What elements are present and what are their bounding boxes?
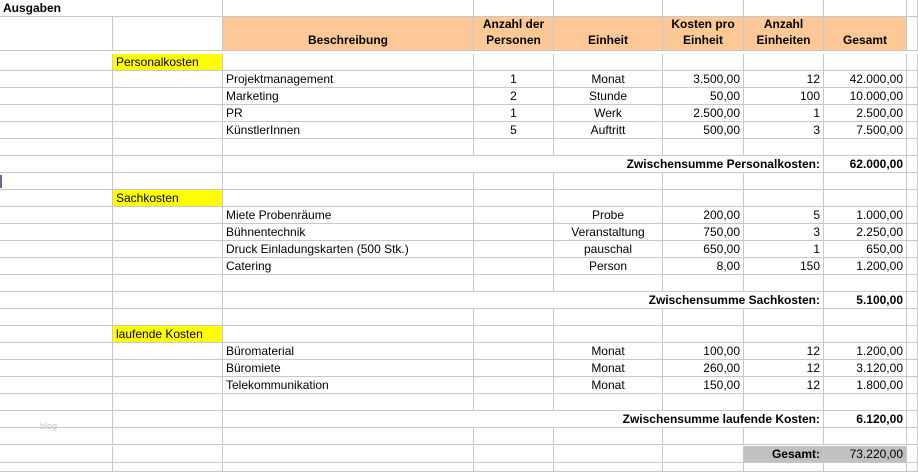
cell[interactable]	[824, 394, 907, 411]
subtotal-value[interactable]: 62.000,00	[824, 156, 907, 173]
cell-beschreibung[interactable]: Bühnentechnik	[223, 224, 474, 241]
cell[interactable]	[0, 241, 113, 258]
cell[interactable]	[554, 326, 663, 343]
cell[interactable]	[907, 71, 918, 88]
table-row	[0, 360, 918, 377]
cell-kosten-pro-einheit[interactable]: 3.500,00	[663, 71, 744, 88]
cell[interactable]	[113, 343, 223, 360]
cell[interactable]	[223, 309, 474, 326]
cell-anzahl-einheiten[interactable]: 1	[744, 105, 824, 122]
cell[interactable]	[474, 139, 554, 156]
cell[interactable]	[0, 360, 113, 377]
cell[interactable]	[554, 54, 663, 71]
cell[interactable]	[113, 428, 223, 445]
row-selection-marker	[0, 175, 2, 188]
cell[interactable]	[554, 139, 663, 156]
cell[interactable]	[113, 224, 223, 241]
cell-gesamt[interactable]: 1.200,00	[824, 343, 907, 360]
cell[interactable]	[0, 105, 113, 122]
cell[interactable]	[113, 292, 223, 309]
subtotal-label[interactable]: Zwischensumme laufende Kosten:	[223, 411, 824, 428]
empty-row	[0, 275, 918, 292]
subtotal-value[interactable]: 6.120,00	[824, 411, 907, 428]
cell-kosten-pro-einheit[interactable]: 750,00	[663, 224, 744, 241]
cell-gesamt[interactable]: 2.500,00	[824, 105, 907, 122]
cell[interactable]	[474, 394, 554, 411]
cell[interactable]	[113, 173, 223, 190]
cell[interactable]	[907, 275, 918, 292]
cell[interactable]	[223, 139, 474, 156]
cell[interactable]	[554, 190, 663, 207]
grand-total-label[interactable]: Gesamt:	[744, 446, 824, 463]
title-row	[0, 0, 918, 17]
cell[interactable]	[744, 309, 824, 326]
cell-beschreibung[interactable]: KünstlerInnen	[223, 122, 474, 139]
subtotal-row	[0, 156, 918, 173]
cell[interactable]	[474, 275, 554, 292]
cell[interactable]	[223, 326, 474, 343]
cell[interactable]	[824, 326, 907, 343]
cell-einheit[interactable]: Monat	[554, 343, 663, 360]
cell[interactable]	[744, 428, 824, 445]
cell[interactable]	[0, 394, 113, 411]
cell[interactable]	[907, 411, 918, 428]
table-row	[0, 207, 918, 224]
table-row	[0, 258, 918, 275]
cell[interactable]	[474, 446, 554, 463]
cell[interactable]	[744, 275, 824, 292]
cell[interactable]	[907, 122, 918, 139]
cell-gesamt[interactable]: 7.500,00	[824, 122, 907, 139]
cell[interactable]	[223, 0, 474, 17]
cell[interactable]	[744, 54, 824, 71]
cell[interactable]	[907, 0, 918, 17]
cell-anzahl-einheiten[interactable]: 1	[744, 241, 824, 258]
cell[interactable]	[663, 173, 744, 190]
cell[interactable]	[113, 463, 223, 472]
empty-row	[0, 428, 918, 445]
cell[interactable]	[907, 258, 918, 275]
cell[interactable]	[474, 173, 554, 190]
cell[interactable]	[824, 54, 907, 71]
cell[interactable]	[223, 394, 474, 411]
cell-anzahl-personen[interactable]: 5	[474, 122, 554, 139]
cell[interactable]	[113, 88, 223, 105]
table-row	[0, 343, 918, 360]
table-row	[0, 71, 918, 88]
cell[interactable]	[663, 275, 744, 292]
cell[interactable]	[113, 122, 223, 139]
cell[interactable]	[907, 343, 918, 360]
cell-kosten-pro-einheit[interactable]: 650,00	[663, 241, 744, 258]
header-einheit[interactable]: Einheit	[554, 17, 663, 51]
cell[interactable]	[474, 190, 554, 207]
cell-anzahl-einheiten[interactable]: 12	[744, 360, 824, 377]
table-row	[0, 122, 918, 139]
cell-kosten-pro-einheit[interactable]: 50,00	[663, 88, 744, 105]
cell-anzahl-personen[interactable]: 1	[474, 71, 554, 88]
cell-gesamt[interactable]: 1.000,00	[824, 207, 907, 224]
cell[interactable]	[0, 292, 113, 309]
cell[interactable]	[907, 224, 918, 241]
section-label-row	[0, 54, 918, 71]
grand-total-row	[0, 446, 918, 463]
cell[interactable]	[663, 446, 744, 463]
cell-beschreibung[interactable]: Catering	[223, 258, 474, 275]
cell-anzahl-personen[interactable]	[474, 377, 554, 394]
grand-total-value[interactable]: 73.220,00	[824, 446, 907, 463]
cell-anzahl-personen[interactable]	[474, 224, 554, 241]
cell[interactable]	[223, 275, 474, 292]
cell-kosten-pro-einheit[interactable]: 260,00	[663, 360, 744, 377]
cell-anzahl-einheiten[interactable]: 5	[744, 207, 824, 224]
cell[interactable]	[474, 326, 554, 343]
header-anzahl-einheiten[interactable]: Anzahl Einheiten	[744, 17, 824, 51]
cell-anzahl-einheiten[interactable]: 12	[744, 343, 824, 360]
cell[interactable]	[0, 122, 113, 139]
cell[interactable]	[663, 463, 744, 472]
cell[interactable]	[223, 54, 474, 71]
cell-beschreibung[interactable]: Druck Einladungskarten (500 Stk.)	[223, 241, 474, 258]
cell[interactable]	[554, 0, 663, 17]
cell-einheit[interactable]: Stunde	[554, 88, 663, 105]
header-row	[0, 17, 918, 51]
header-gesamt[interactable]: Gesamt	[824, 17, 907, 51]
cell[interactable]	[744, 173, 824, 190]
cell[interactable]	[663, 139, 744, 156]
cell-kosten-pro-einheit[interactable]: 150,00	[663, 377, 744, 394]
sheet-title[interactable]: Ausgaben	[0, 0, 223, 17]
cell-gesamt[interactable]: 1.800,00	[824, 377, 907, 394]
cell-kosten-pro-einheit[interactable]: 500,00	[663, 122, 744, 139]
cell[interactable]	[554, 463, 663, 472]
cell-anzahl-personen[interactable]	[474, 241, 554, 258]
cell[interactable]	[744, 463, 824, 472]
section-label-row	[0, 190, 918, 207]
cell[interactable]	[0, 190, 113, 207]
cell[interactable]	[113, 275, 223, 292]
cell[interactable]	[907, 446, 918, 463]
cell-kosten-pro-einheit[interactable]: 2.500,00	[663, 105, 744, 122]
cell[interactable]	[474, 0, 554, 17]
cell-einheit[interactable]: Monat	[554, 71, 663, 88]
cell[interactable]	[907, 360, 918, 377]
cell-beschreibung[interactable]: PR	[223, 105, 474, 122]
cell-anzahl-einheiten[interactable]: 3	[744, 224, 824, 241]
cell[interactable]	[907, 173, 918, 190]
cell-einheit[interactable]: Auftritt	[554, 122, 663, 139]
cell-gesamt[interactable]: 10.000,00	[824, 88, 907, 105]
cell[interactable]	[113, 241, 223, 258]
subtotal-row	[0, 411, 918, 428]
empty-row	[0, 394, 918, 411]
cell-gesamt[interactable]: 42.000,00	[824, 71, 907, 88]
subtotal-label[interactable]: Zwischensumme Sachkosten:	[223, 292, 824, 309]
cell-gesamt[interactable]: 3.120,00	[824, 360, 907, 377]
cell[interactable]	[907, 394, 918, 411]
cell-anzahl-einheiten[interactable]: 12	[744, 71, 824, 88]
cell-beschreibung[interactable]: Marketing	[223, 88, 474, 105]
cell-anzahl-personen[interactable]	[474, 207, 554, 224]
table-row	[0, 224, 918, 241]
section-label[interactable]: Sachkosten	[113, 190, 223, 207]
cell-beschreibung[interactable]: Büromiete	[223, 360, 474, 377]
cell[interactable]	[824, 0, 907, 17]
cell[interactable]	[554, 309, 663, 326]
cell-anzahl-einheiten[interactable]: 100	[744, 88, 824, 105]
cell[interactable]	[0, 88, 113, 105]
cell[interactable]	[824, 275, 907, 292]
cell[interactable]	[113, 360, 223, 377]
cell[interactable]	[0, 17, 113, 51]
cell[interactable]	[663, 190, 744, 207]
cell[interactable]	[0, 139, 113, 156]
cell[interactable]	[554, 446, 663, 463]
empty-row	[0, 173, 918, 190]
cell[interactable]	[907, 377, 918, 394]
cell[interactable]	[744, 0, 824, 17]
cell[interactable]	[907, 463, 918, 472]
empty-row	[0, 139, 918, 156]
cell-gesamt[interactable]: 2.250,00	[824, 224, 907, 241]
cell[interactable]	[907, 190, 918, 207]
cell[interactable]	[113, 156, 223, 173]
cell[interactable]	[223, 428, 474, 445]
cell[interactable]	[663, 394, 744, 411]
header-anzahl-personen[interactable]: Anzahl der Personen	[474, 17, 554, 51]
cell[interactable]	[554, 173, 663, 190]
cell[interactable]	[0, 207, 113, 224]
cell[interactable]	[663, 428, 744, 445]
table-row	[0, 88, 918, 105]
cell[interactable]	[223, 463, 474, 472]
cell[interactable]	[223, 446, 474, 463]
cell-anzahl-personen[interactable]	[474, 360, 554, 377]
cell-beschreibung[interactable]: Projektmanagement	[223, 71, 474, 88]
cell-anzahl-einheiten[interactable]: 150	[744, 258, 824, 275]
cell[interactable]	[744, 394, 824, 411]
cell-anzahl-personen[interactable]: 1	[474, 105, 554, 122]
cell[interactable]	[0, 463, 113, 472]
cell-kosten-pro-einheit[interactable]: 100,00	[663, 343, 744, 360]
cell[interactable]	[907, 54, 918, 71]
cell[interactable]	[907, 88, 918, 105]
cell[interactable]	[113, 394, 223, 411]
cell[interactable]	[907, 17, 918, 51]
cell-gesamt[interactable]: 1.200,00	[824, 258, 907, 275]
cell-einheit[interactable]: Monat	[554, 360, 663, 377]
empty-row	[0, 309, 918, 326]
cell[interactable]	[907, 156, 918, 173]
cell[interactable]	[824, 463, 907, 472]
subtotal-label[interactable]: Zwischensumme Personalkosten:	[223, 156, 824, 173]
cell[interactable]	[663, 54, 744, 71]
cell-anzahl-personen[interactable]	[474, 343, 554, 360]
section-label[interactable]: laufende Kosten	[113, 326, 223, 343]
cell[interactable]	[113, 17, 223, 51]
cell-kosten-pro-einheit[interactable]: 8,00	[663, 258, 744, 275]
cell[interactable]	[223, 190, 474, 207]
table-row	[0, 241, 918, 258]
cell[interactable]	[554, 428, 663, 445]
cell[interactable]	[113, 258, 223, 275]
cell-anzahl-einheiten[interactable]: 12	[744, 377, 824, 394]
cell[interactable]	[907, 292, 918, 309]
cell-einheit[interactable]: pauschal	[554, 241, 663, 258]
cell[interactable]	[554, 275, 663, 292]
cell[interactable]	[824, 309, 907, 326]
cell[interactable]	[744, 326, 824, 343]
cell[interactable]	[0, 275, 113, 292]
cell[interactable]	[113, 411, 223, 428]
subtotal-value[interactable]: 5.100,00	[824, 292, 907, 309]
cell[interactable]	[113, 207, 223, 224]
cell[interactable]	[474, 428, 554, 445]
cell-einheit[interactable]: Probe	[554, 207, 663, 224]
cell-gesamt[interactable]: 650,00	[824, 241, 907, 258]
cell[interactable]	[907, 105, 918, 122]
cell[interactable]	[824, 190, 907, 207]
empty-row	[0, 463, 918, 472]
watermark: blog	[40, 421, 58, 431]
cell[interactable]	[824, 428, 907, 445]
cell[interactable]	[113, 309, 223, 326]
cell[interactable]	[744, 190, 824, 207]
cell[interactable]	[907, 139, 918, 156]
cell[interactable]	[0, 377, 113, 394]
cell[interactable]	[0, 156, 113, 173]
cell[interactable]	[223, 173, 474, 190]
table-row	[0, 105, 918, 122]
cell[interactable]	[907, 428, 918, 445]
cell[interactable]	[907, 309, 918, 326]
cell[interactable]	[907, 326, 918, 343]
cell[interactable]	[0, 309, 113, 326]
cell-einheit[interactable]: Veranstaltung	[554, 224, 663, 241]
cell-beschreibung[interactable]: Büromaterial	[223, 343, 474, 360]
cell[interactable]	[663, 309, 744, 326]
cell-beschreibung[interactable]: Miete Probenräume	[223, 207, 474, 224]
cell[interactable]	[824, 139, 907, 156]
cell[interactable]	[113, 377, 223, 394]
cell[interactable]	[474, 54, 554, 71]
cell[interactable]	[554, 394, 663, 411]
cell[interactable]	[0, 224, 113, 241]
table-row	[0, 377, 918, 394]
cell[interactable]	[0, 326, 113, 343]
cell[interactable]	[113, 105, 223, 122]
cell[interactable]	[0, 446, 113, 463]
header-beschreibung[interactable]: Beschreibung	[223, 17, 474, 51]
cell-anzahl-personen[interactable]: 2	[474, 88, 554, 105]
cell-einheit[interactable]: Monat	[554, 377, 663, 394]
header-kosten-pro-einheit[interactable]: Kosten pro Einheit	[663, 17, 744, 51]
cell[interactable]	[907, 241, 918, 258]
section-label-row	[0, 326, 918, 343]
cell[interactable]	[474, 463, 554, 472]
cell-anzahl-personen[interactable]	[474, 258, 554, 275]
cell[interactable]	[0, 343, 113, 360]
cell[interactable]	[0, 173, 113, 190]
cell[interactable]	[663, 326, 744, 343]
cell[interactable]	[744, 139, 824, 156]
cell-anzahl-einheiten[interactable]: 3	[744, 122, 824, 139]
cell[interactable]	[113, 71, 223, 88]
section-label[interactable]: Personalkosten	[113, 54, 223, 71]
cell[interactable]	[663, 0, 744, 17]
cell[interactable]	[0, 54, 113, 71]
cell-kosten-pro-einheit[interactable]: 200,00	[663, 207, 744, 224]
cell[interactable]	[113, 446, 223, 463]
cell-beschreibung[interactable]: Telekommunikation	[223, 377, 474, 394]
subtotal-row	[0, 292, 918, 309]
cell-einheit[interactable]: Werk	[554, 105, 663, 122]
cell[interactable]	[907, 207, 918, 224]
cell[interactable]	[0, 71, 113, 88]
cell[interactable]	[0, 258, 113, 275]
cell[interactable]	[474, 309, 554, 326]
cell[interactable]	[113, 139, 223, 156]
cell-einheit[interactable]: Person	[554, 258, 663, 275]
cell[interactable]	[824, 173, 907, 190]
